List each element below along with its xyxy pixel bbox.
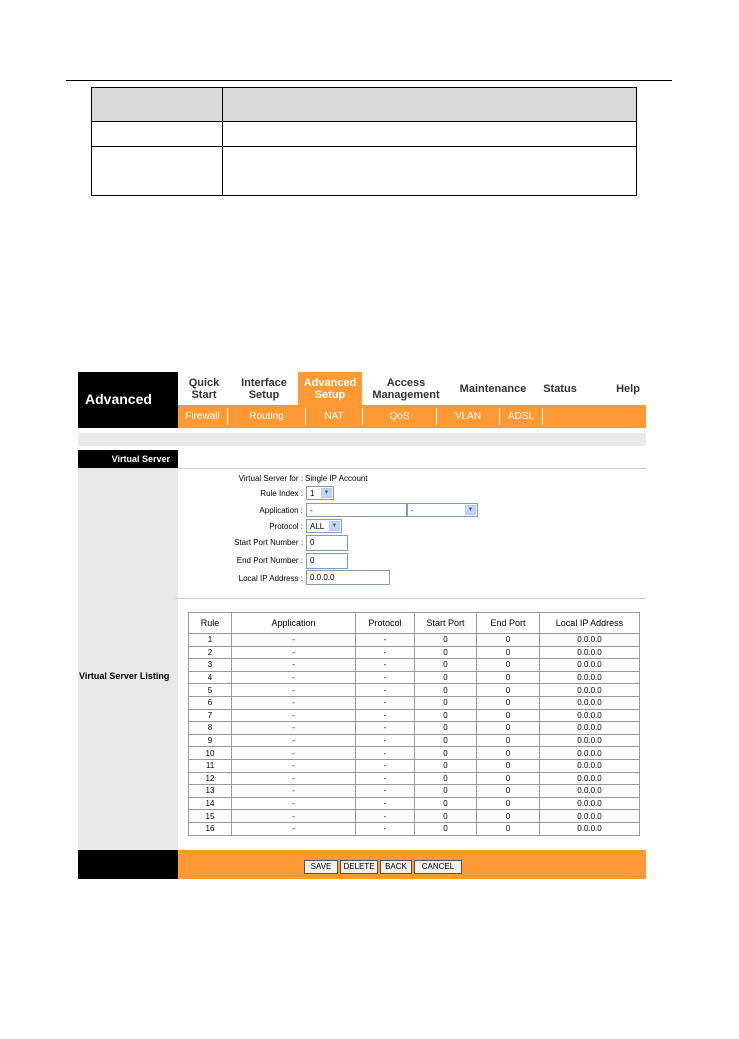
document-table	[91, 87, 637, 196]
application-label: Application :	[259, 506, 303, 515]
delete-button[interactable]: DELETE	[340, 860, 378, 874]
table-cell: 0	[477, 734, 540, 747]
table-cell: 10	[189, 747, 232, 760]
column-header: Local IP Address	[540, 613, 640, 634]
table-row	[189, 671, 640, 684]
table-row	[189, 797, 640, 810]
start-port-label: Start Port Number :	[234, 538, 303, 547]
section-title-virtual-server: Virtual Server	[78, 450, 178, 468]
rule-index-label: Rule Index :	[260, 489, 303, 498]
application-select[interactable]: - ▼	[407, 503, 478, 517]
subnav-routing[interactable]: Routing	[228, 408, 306, 425]
table-cell: -	[356, 671, 415, 684]
rule-index-select[interactable]: 1 ▼	[306, 486, 334, 500]
table-cell: 9	[189, 734, 232, 747]
document-table-header	[92, 88, 636, 122]
local-ip-input[interactable]: 0.0.0.0	[306, 570, 390, 585]
table-cell: -	[232, 759, 356, 772]
table-cell: -	[356, 684, 415, 697]
table-cell: 0	[477, 797, 540, 810]
table-cell: -	[356, 772, 415, 785]
table-cell: 0	[477, 634, 540, 647]
table-cell: 0.0.0.0	[540, 671, 640, 684]
table-cell: -	[232, 785, 356, 798]
document-table-divider	[222, 88, 223, 195]
chevron-down-icon: ▼	[329, 521, 340, 531]
table-cell: 0.0.0.0	[540, 684, 640, 697]
table-cell: 0	[415, 722, 477, 735]
table-cell: -	[232, 634, 356, 647]
table-cell: -	[232, 696, 356, 709]
table-cell: 0	[415, 659, 477, 672]
table-row	[189, 822, 640, 835]
router-advanced-page	[78, 372, 646, 879]
table-cell: 6	[189, 696, 232, 709]
table-cell: 0.0.0.0	[540, 797, 640, 810]
nav-status[interactable]: Status	[543, 383, 577, 395]
table-cell: 0	[415, 772, 477, 785]
start-port-input[interactable]: 0	[306, 535, 348, 551]
brand-panel	[78, 372, 178, 428]
separator-bar	[78, 433, 646, 446]
table-cell: 0	[477, 659, 540, 672]
nav-maintenance[interactable]: Maintenance	[459, 383, 527, 395]
table-cell: 0	[415, 785, 477, 798]
subnav-firewall[interactable]: Firewall	[178, 408, 228, 425]
table-cell: 0.0.0.0	[540, 722, 640, 735]
table-cell: 0.0.0.0	[540, 696, 640, 709]
table-cell: 0.0.0.0	[540, 709, 640, 722]
table-cell: 0	[415, 696, 477, 709]
cancel-button[interactable]: CANCEL	[414, 860, 462, 874]
table-cell: 0	[415, 797, 477, 810]
table-cell: 0	[477, 747, 540, 760]
table-cell: 16	[189, 822, 232, 835]
table-cell: 11	[189, 759, 232, 772]
save-button[interactable]: SAVE	[304, 860, 338, 874]
table-cell: -	[232, 709, 356, 722]
table-cell: 0	[477, 759, 540, 772]
table-cell: -	[356, 722, 415, 735]
table-row	[189, 785, 640, 798]
table-cell: 0	[477, 722, 540, 735]
table-cell: -	[356, 785, 415, 798]
column-header: End Port	[477, 613, 540, 634]
table-cell: 15	[189, 810, 232, 823]
table-cell: 0	[477, 671, 540, 684]
chevron-down-icon: ▼	[321, 488, 332, 498]
table-cell: 0	[415, 634, 477, 647]
table-cell: -	[356, 759, 415, 772]
table-cell: -	[232, 734, 356, 747]
table-cell: -	[232, 684, 356, 697]
end-port-label: End Port Number :	[236, 556, 303, 565]
section-title-listing: Virtual Server Listing	[79, 671, 170, 681]
table-cell: -	[232, 797, 356, 810]
table-cell: -	[356, 747, 415, 760]
table-cell: 7	[189, 709, 232, 722]
chevron-down-icon: ▼	[465, 505, 476, 515]
table-cell: -	[232, 822, 356, 835]
table-row	[189, 810, 640, 823]
table-cell: 0	[477, 785, 540, 798]
table-cell: -	[232, 772, 356, 785]
table-cell: 0.0.0.0	[540, 747, 640, 760]
column-header: Rule	[189, 613, 232, 634]
table-cell: 0.0.0.0	[540, 734, 640, 747]
table-cell: -	[232, 659, 356, 672]
table-cell: 0	[415, 671, 477, 684]
page-header-rule	[66, 80, 672, 81]
table-cell: 0	[415, 684, 477, 697]
table-row	[189, 759, 640, 772]
divider	[175, 598, 646, 599]
nav-quick-start[interactable]: Quick Start	[188, 377, 220, 401]
nav-help[interactable]: Help	[616, 383, 640, 395]
table-cell: -	[356, 822, 415, 835]
table-row	[189, 634, 640, 647]
table-row	[189, 696, 640, 709]
table-cell: 3	[189, 659, 232, 672]
back-button[interactable]: BACK	[380, 860, 412, 874]
column-header: Start Port	[415, 613, 477, 634]
brand-title: Advanced	[85, 391, 152, 407]
table-row	[189, 772, 640, 785]
table-cell: 0	[477, 822, 540, 835]
footer-bar	[178, 850, 646, 879]
table-row	[189, 659, 640, 672]
table-cell: -	[356, 709, 415, 722]
table-cell: -	[232, 810, 356, 823]
table-cell: -	[232, 671, 356, 684]
subnav-qos[interactable]: QoS	[363, 408, 437, 425]
table-cell: 0.0.0.0	[540, 822, 640, 835]
subnav-nat[interactable]: NAT	[306, 408, 363, 425]
table-cell: 0.0.0.0	[540, 646, 640, 659]
table-cell: 0	[477, 684, 540, 697]
virtual-server-table	[188, 612, 640, 836]
nav-access-management[interactable]: Access Management	[372, 377, 440, 401]
table-cell: -	[356, 659, 415, 672]
table-cell: 0	[415, 810, 477, 823]
table-cell: 12	[189, 772, 232, 785]
table-cell: -	[356, 634, 415, 647]
table-cell: 0	[415, 709, 477, 722]
table-cell: 0.0.0.0	[540, 634, 640, 647]
table-cell: 0	[415, 747, 477, 760]
table-cell: -	[356, 810, 415, 823]
divider	[178, 468, 646, 469]
table-row	[189, 684, 640, 697]
table-cell: -	[232, 646, 356, 659]
table-cell: 0.0.0.0	[540, 759, 640, 772]
table-cell: 0.0.0.0	[540, 659, 640, 672]
table-cell: -	[356, 696, 415, 709]
table-row	[189, 709, 640, 722]
table-cell: 0	[415, 646, 477, 659]
document-table-row	[92, 122, 636, 147]
table-cell: 0	[415, 734, 477, 747]
subnav-vlan[interactable]: VLAN	[437, 408, 500, 425]
table-cell: 0	[477, 709, 540, 722]
table-cell: 2	[189, 646, 232, 659]
table-cell: 0	[415, 822, 477, 835]
protocol-select[interactable]: ALL ▼	[306, 519, 342, 533]
table-cell: 4	[189, 671, 232, 684]
main-nav	[178, 372, 646, 405]
table-cell: 0	[477, 696, 540, 709]
table-cell: 0.0.0.0	[540, 810, 640, 823]
end-port-input[interactable]: 0	[306, 553, 348, 569]
table-cell: 14	[189, 797, 232, 810]
table-cell: 0.0.0.0	[540, 785, 640, 798]
virtual-server-for-label: Virtual Server for :	[238, 474, 303, 483]
sub-nav	[178, 405, 646, 428]
table-cell: 0.0.0.0	[540, 772, 640, 785]
table-cell: -	[356, 734, 415, 747]
local-ip-label: Local IP Address :	[238, 574, 303, 583]
table-row	[189, 734, 640, 747]
table-cell: 0	[415, 759, 477, 772]
protocol-label: Protocol :	[269, 522, 303, 531]
table-cell: 0	[477, 810, 540, 823]
table-cell: -	[232, 747, 356, 760]
nav-advanced-setup[interactable]: Advanced Setup	[298, 372, 362, 405]
table-cell: 1	[189, 634, 232, 647]
table-cell: 13	[189, 785, 232, 798]
table-cell: 0	[477, 646, 540, 659]
table-row	[189, 747, 640, 760]
table-cell: -	[356, 646, 415, 659]
application-input[interactable]: -	[306, 503, 407, 517]
table-row	[189, 646, 640, 659]
sidebar	[78, 450, 178, 853]
table-row	[189, 722, 640, 735]
column-header: Protocol	[356, 613, 415, 634]
table-cell: 5	[189, 684, 232, 697]
table-header-row	[189, 613, 640, 634]
nav-interface-setup[interactable]: Interface Setup	[241, 377, 287, 401]
footer-left	[78, 850, 178, 879]
table-cell: 8	[189, 722, 232, 735]
virtual-server-for-value: Single IP Account	[305, 474, 368, 483]
subnav-adsl[interactable]: ADSL	[500, 408, 543, 425]
column-header: Application	[232, 613, 356, 634]
table-cell: -	[356, 797, 415, 810]
table-cell: -	[232, 722, 356, 735]
table-cell: 0	[477, 772, 540, 785]
